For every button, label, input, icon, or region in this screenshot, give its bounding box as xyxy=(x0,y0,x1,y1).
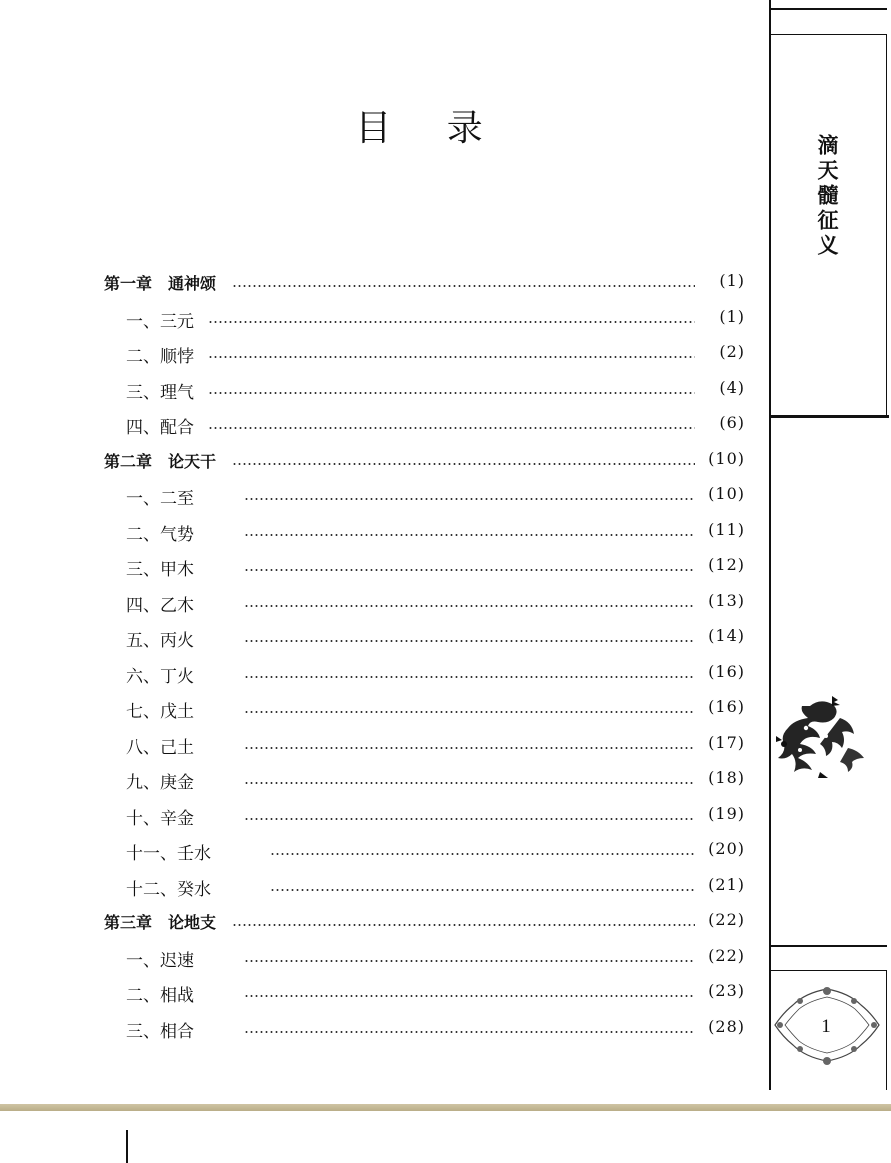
toc-dot-leader xyxy=(208,321,695,323)
toc-dot-leader xyxy=(244,640,695,642)
toc-dot-leader xyxy=(232,924,695,926)
toc-chapter-entry xyxy=(0,906,770,936)
toc-dot-leader xyxy=(244,818,695,820)
toc-entry-title: 十一、壬水 xyxy=(126,844,211,864)
toc-entry-title: 九、庚金 xyxy=(126,773,194,793)
toc-section-entry xyxy=(0,409,770,439)
toc-entry-title: 四、乙木 xyxy=(126,596,194,616)
page-title: 目 录 xyxy=(355,108,505,149)
toc-entry-title: 二、顺悖 xyxy=(126,347,194,367)
toc-page-number: (1) xyxy=(719,271,745,290)
side-band-rule-top-thin xyxy=(771,34,887,35)
toc-page-number: (14) xyxy=(708,626,745,645)
toc-page-number: (28) xyxy=(708,1017,745,1036)
toc-entry-title: 第三章 论地支 xyxy=(104,913,217,932)
toc-entry-title: 二、相战 xyxy=(126,986,194,1006)
toc-page-number: (16) xyxy=(708,662,745,681)
toc-section-entry xyxy=(0,800,770,830)
toc-dot-leader xyxy=(244,747,695,749)
toc-entry-title: 十二、癸水 xyxy=(126,880,211,900)
toc-entry-title: 六、丁火 xyxy=(126,667,194,687)
toc-entry-title: 一、三元 xyxy=(126,312,194,332)
toc-page-number: (23) xyxy=(708,981,745,1000)
toc-page-number: (10) xyxy=(708,449,745,468)
toc-section-entry xyxy=(0,1013,770,1043)
toc-entry-title: 一、二至 xyxy=(126,489,194,509)
side-band-rule-top xyxy=(771,8,887,10)
toc-entry-title: 十、辛金 xyxy=(126,809,194,829)
toc-section-entry xyxy=(0,658,770,688)
toc-entry-title: 一、迟速 xyxy=(126,951,194,971)
toc-section-entry xyxy=(0,374,770,404)
toc-page-number: (13) xyxy=(708,591,745,610)
toc-section-entry xyxy=(0,338,770,368)
toc-page-number: (18) xyxy=(708,768,745,787)
toc-entry-title: 八、己土 xyxy=(126,738,194,758)
toc-entry-title: 第二章 论天干 xyxy=(104,452,217,471)
page-bottom-border xyxy=(0,1104,891,1111)
toc-dot-leader xyxy=(244,782,695,784)
toc-dot-leader xyxy=(208,356,695,358)
toc-section-entry xyxy=(0,587,770,617)
toc-entry-title: 五、丙火 xyxy=(126,631,194,651)
toc-dot-leader xyxy=(244,605,695,607)
toc-page-number: (2) xyxy=(719,342,745,361)
toc-entry-title: 三、理气 xyxy=(126,383,194,403)
book-title: 滴天髓征义 xyxy=(815,134,839,259)
toc-entry-title: 第一章 通神颂 xyxy=(104,274,217,293)
toc-section-entry xyxy=(0,764,770,794)
toc-entry-title: 七、戊土 xyxy=(126,702,194,722)
toc-page-number: (20) xyxy=(708,839,745,858)
toc-dot-leader xyxy=(244,569,695,571)
toc-dot-leader xyxy=(244,995,695,997)
toc-dot-leader xyxy=(244,498,695,500)
toc-dot-leader xyxy=(208,392,695,394)
toc-dot-leader xyxy=(270,853,695,855)
toc-section-entry xyxy=(0,693,770,723)
dragon-illustration xyxy=(770,688,870,788)
toc-page-number: (10) xyxy=(708,484,745,503)
toc-section-entry xyxy=(0,729,770,759)
toc-page-number: (6) xyxy=(719,413,745,432)
toc-dot-leader xyxy=(232,285,695,287)
toc-page-number: (4) xyxy=(719,378,745,397)
toc-dot-leader xyxy=(270,889,695,891)
toc-section-entry xyxy=(0,622,770,652)
side-band-rule-lower-thin xyxy=(771,970,887,971)
toc-section-entry xyxy=(0,551,770,581)
toc-dot-leader xyxy=(208,427,695,429)
toc-section-entry xyxy=(0,480,770,510)
toc-entry-title: 四、配合 xyxy=(126,418,194,438)
toc-page-number: (1) xyxy=(719,307,745,326)
toc-entry-title: 三、甲木 xyxy=(126,560,194,580)
toc-page-number: (12) xyxy=(708,555,745,574)
toc-section-entry xyxy=(0,303,770,333)
toc-page-number: (22) xyxy=(708,946,745,965)
toc-page-number: (16) xyxy=(708,697,745,716)
toc-dot-leader xyxy=(244,960,695,962)
toc-dot-leader xyxy=(244,711,695,713)
toc-page-number: (11) xyxy=(708,520,745,539)
toc-entry-title: 二、气势 xyxy=(126,525,194,545)
side-band-border-right-bottom xyxy=(886,970,887,1090)
toc-page-number: (19) xyxy=(708,804,745,823)
toc-dot-leader xyxy=(244,534,695,536)
toc-section-entry xyxy=(0,835,770,865)
side-band-rule-lower xyxy=(771,945,887,947)
toc-page-number: (21) xyxy=(708,875,745,894)
toc-dot-leader xyxy=(232,463,695,465)
toc-entry-title: 三、相合 xyxy=(126,1022,194,1042)
toc-dot-leader xyxy=(244,676,695,678)
toc-page-number: (17) xyxy=(708,733,745,752)
toc-section-entry xyxy=(0,942,770,972)
toc-page-number: (22) xyxy=(708,910,745,929)
side-band-rule-middle xyxy=(771,415,889,418)
toc-chapter-entry xyxy=(0,267,770,297)
page-number: 1 xyxy=(821,1016,831,1037)
toc-section-entry xyxy=(0,516,770,546)
toc-section-entry xyxy=(0,977,770,1007)
side-band-border-right-top xyxy=(886,34,887,417)
next-page-edge-mark xyxy=(126,1130,128,1163)
toc-dot-leader xyxy=(244,1031,695,1033)
toc-section-entry xyxy=(0,871,770,901)
toc-chapter-entry xyxy=(0,445,770,475)
